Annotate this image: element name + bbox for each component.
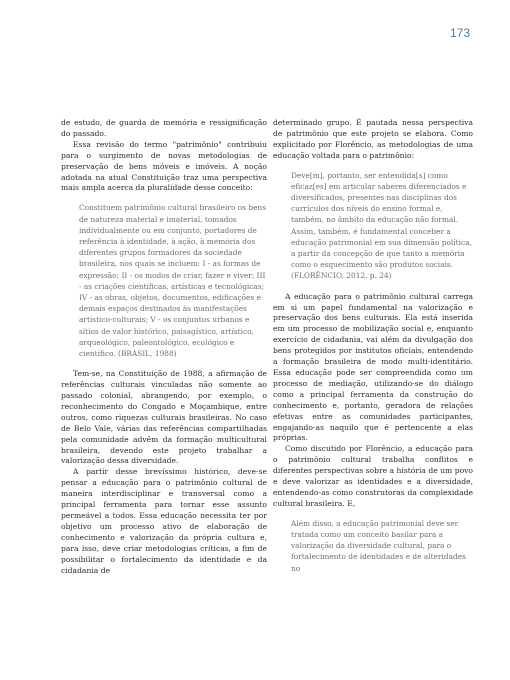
paragraph: Tem-se, na Constituição de 1988, a afirmação de referências culturais vinculadas não somente ao passado colonial, abrangendo, por exemplo, o reconhecimento do Congado e Moçambique, entre outros, como riquezas culturais brasileiras. No caso de Belo Vale, várias das referências compartilhadas pela comunidade advêm da formação multicultural brasileira, devendo este projeto trabalhar a valorização dessa diversidade. bbox=[61, 369, 267, 466]
right-column bbox=[273, 118, 473, 584]
paragraph: de estudo, de guarda de memória e ressignificação do passado. bbox=[61, 118, 267, 138]
block-quote: Além disso, a educação patrimonial deve ser tratada como um conceito basilar para a valorização da diversidade cultural, para o fortalecimento de identidades e de alteridades no bbox=[291, 518, 466, 573]
paragraph: Como discutido por Florêncio, a educação para o patrimônio cultural trabalha conflitos e diferentes perspectivas sobre a história de um povo e deve valorizar as identidades e a diversidade, entendendo-as como construtoras da complexidade cultural brasileira. E, bbox=[273, 444, 473, 508]
block-quote: Constituem patrimônio cultural brasileiro os bens de natureza material e imaterial, tomados individualmente ou em conjunto, portadores de referência à identidade, à ação, à memória dos diferentes grupos formadores da sociedade brasileira, nos quais se incluem: I - as formas de expressão; II - os modos de criar, fazer e viver; III - as criações científicas, artísticas e tecnológicas; IV - as obras, objetos, documentos, edificações e demais espaços destinados às manifestações artístico-culturais; V - os conjuntos urbanos e sítios de valor histórico, paisagístico, artístico, arqueológico, paleontológico, ecológico e científico. (BRASIL, 1988) bbox=[79, 203, 266, 358]
paragraph: A educação para o patrimônio cultural carrega em si um papel fundamental na valorização e preservação dos bens culturais. Ela está inserida em um processo de mobilização social e, enquanto exercício de cidadania, vai além da divulgação dos bens protegidos por institutos oficiais, entendendo a formação brasileira de modo multi-identitário. Essa educação pode ser compreendida como um processo de mediação, utilizando-se do diálogo como a principal ferramenta da construção do conhecimento e, portanto, geradora de relações efetivas entre as comunidades participantes, engajando-as naquilo que é pertencente a elas próprias. bbox=[273, 291, 473, 443]
left-column bbox=[61, 118, 267, 576]
paragraph: Essa revisão do termo "patrimônio" contribuiu para o surgimento de novas metodologias de preservação de bens móveis e imóveis. A noção adotada na atual Constituição traz uma perspectiva mais ampla acerca da pluralidade desse conceito: bbox=[61, 139, 267, 193]
block-quote: Deve[m], portanto, ser entendida[s] como eficaz[es] em articular saberes diferenciados e diversificados, presentes nas disciplinas dos currículos dos níveis do ensino formal e, também, no âmbito da educação não formal. Assim, também, é fundamental conceber a educação patrimonial em sua dimensão política, a partir da concepção de que tanto a memória como o esquecimento são produtos sociais. (FLORÊNCIO, 2012. p. 24) bbox=[291, 170, 472, 281]
paragraph: A partir desse brevíssimo histórico, deve-se pensar a educação para o patrimônio cultural de maneira interdisciplinar e transversal como a principal ferramenta para tornar esse assunto permeável a todos. Essa educação necessita ter por objetivo um processo ativo de elaboração de conhecimento e valorização da própria cultura e, para isso, deve criar metodologias críticas, a fim de possibilitar o fortalecimento da identidade e da cidadania de bbox=[61, 467, 267, 575]
page-number: 173 bbox=[449, 26, 470, 40]
paragraph: determinado grupo. É pautada nessa perspectiva de patrimônio que este projeto se elabora. Como explicitado por Florêncio, as metodologias de uma educação voltada para o patrimônio: bbox=[273, 118, 473, 160]
